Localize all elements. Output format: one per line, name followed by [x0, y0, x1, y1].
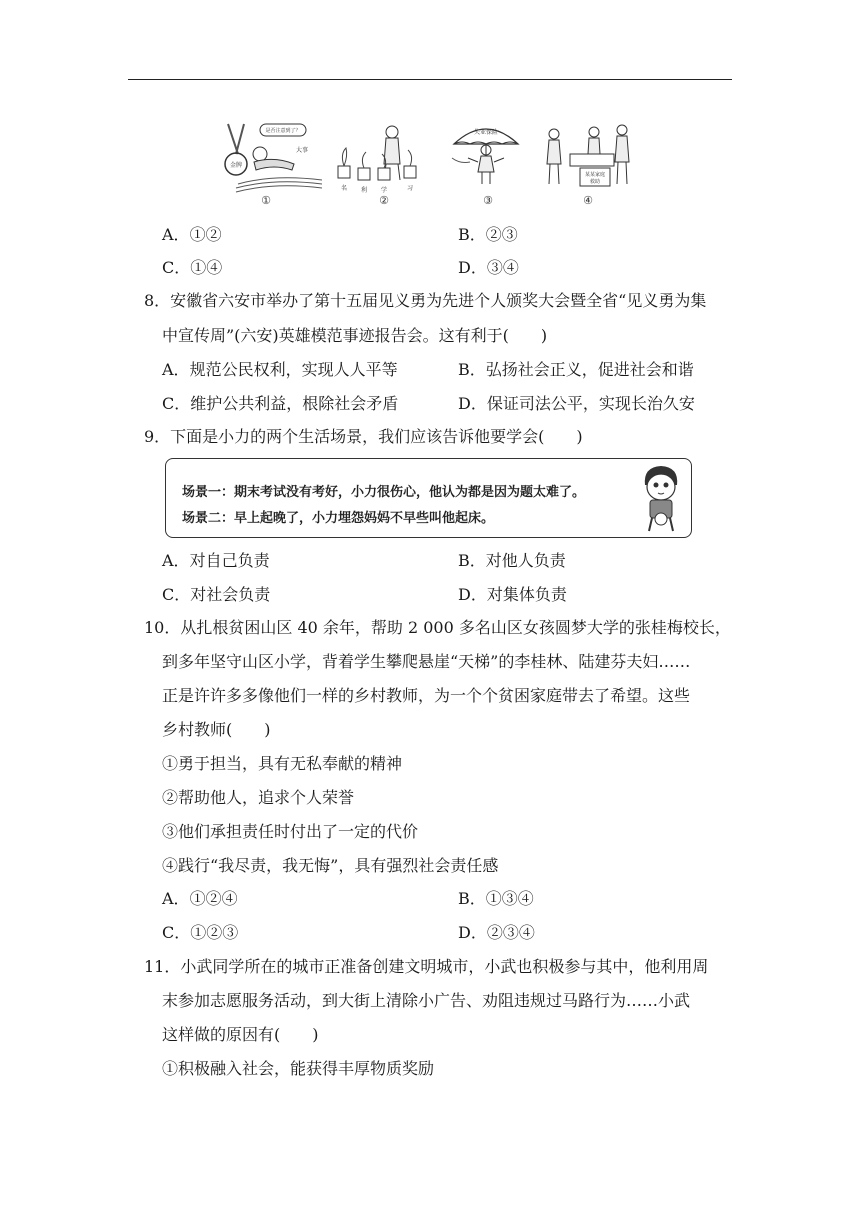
option-text: 对自己负责 [189, 551, 270, 570]
option-letter: A． [162, 889, 190, 908]
option-text: 维护公共利益，根除社会矛盾 [190, 394, 399, 413]
gardener-plants-drawing [334, 118, 434, 198]
option-text: ①②③ [190, 923, 239, 942]
q7-option-b[interactable] [458, 224, 518, 246]
fig1-side-text: 大事 [296, 147, 309, 154]
option-letter: D． [458, 923, 487, 942]
q8-option-a[interactable] [162, 359, 398, 381]
option-text: 保证司法公平，实现长治久安 [486, 394, 695, 413]
family-aid-counter-drawing [542, 118, 642, 198]
q9-option-d[interactable] [458, 584, 567, 606]
option-letter: B． [458, 225, 486, 244]
question-7-figures [214, 118, 654, 210]
speech-bubble-text: 是否注意到了？ [265, 128, 301, 134]
umbrella-insurance-drawing [448, 118, 538, 198]
q10-statement-1: ①勇于担当，具有无私奉献的精神 [162, 754, 403, 773]
figure-3-label: ③ [483, 194, 493, 207]
option-letter: A． [162, 225, 190, 244]
pot-label-4: 习 [406, 185, 414, 192]
q11-stem-line-3: 这样做的原因有( ) [162, 1025, 319, 1044]
option-text: ②③④ [486, 923, 535, 942]
option-text: ①④ [190, 258, 223, 277]
counter-sign-line-2: 救助 [589, 179, 601, 185]
q9-stem: 9．下面是小力的两个生活场景，我们应该告诉他要学会( ) [144, 427, 583, 446]
figure-3-umbrella-illustration [448, 118, 540, 210]
figure-1-label: ① [261, 194, 271, 207]
pot-label-3: 学 [380, 187, 388, 194]
pot-label-1: 名 [340, 185, 348, 192]
q10-option-c[interactable] [162, 922, 238, 944]
option-text: ②③ [485, 225, 518, 244]
option-text: ①② [189, 225, 222, 244]
q10-stem-line-2: 到多年坚守山区小学，背着学生攀爬悬崖“天梯”的李桂林、陆建芬夫妇…… [162, 652, 691, 671]
figure-2-label: ② [379, 194, 389, 207]
option-letter: A． [162, 551, 190, 570]
q8-stem-line-2: 中宣传周”(六安)英雄模范事迹报告会。这有利于( ) [162, 326, 548, 345]
q8-option-c[interactable] [162, 393, 398, 415]
figure-1-medal-illustration [214, 118, 309, 210]
q9-scene-box [165, 458, 692, 538]
option-letter: B． [458, 889, 486, 908]
q10-option-a[interactable] [162, 888, 238, 910]
option-letter: D． [458, 258, 487, 277]
q9-option-a[interactable] [162, 550, 270, 572]
boy-cartoon-icon [637, 463, 685, 533]
q7-option-d[interactable] [458, 257, 519, 279]
option-letter: C． [162, 923, 191, 942]
q11-statement-1: ①积极融入社会，能获得丰厚物质奖励 [162, 1059, 435, 1078]
medal-person-drawing [214, 118, 324, 198]
figure-2-plants-illustration [334, 118, 426, 210]
q11-stem-line-2: 末参加志愿服务活动，到大街上清除小广告、劝阻违规过马路行为……小武 [162, 991, 691, 1010]
option-text: 对集体负责 [486, 585, 567, 604]
option-letter: C． [162, 585, 191, 604]
option-text: 对他人负责 [485, 551, 566, 570]
q10-option-b[interactable] [458, 888, 534, 910]
counter-sign-line-1: 某某家庭 [584, 172, 606, 178]
q11-stem-line-1: 11．小武同学所在的城市正准备创建文明城市，小武也积极参与其中，他利用周 [144, 957, 709, 976]
scene-1-text: 场景一：期末考试没有考好，小力很伤心，他认为都是因为题太难了。 [182, 485, 586, 500]
scene-2-text: 场景二：早上起晚了，小力埋怨妈妈不早些叫他起床。 [182, 511, 495, 526]
q10-statement-3: ③他们承担责任时付出了一定的代价 [162, 822, 419, 841]
q9-option-c[interactable] [162, 584, 270, 606]
umbrella-text: 失业保险 [473, 129, 499, 136]
option-letter: D． [458, 585, 487, 604]
q10-stem-line-3: 正是许许多多像他们一样的乡村教师，为一个个贫困家庭带去了希望。这些 [162, 686, 691, 705]
option-text: 弘扬社会正义，促进社会和谐 [485, 360, 694, 379]
option-text: ③④ [486, 258, 519, 277]
option-letter: D． [458, 394, 487, 413]
figure-4-counter-illustration [542, 118, 634, 210]
q10-statement-4: ④践行“我尽责，我无悔”，具有强烈社会责任感 [162, 856, 499, 875]
q8-stem-line-1: 8．安徽省六安市举办了第十五届见义勇为先进个人颁奖大会暨全省“见义勇为集 [144, 291, 707, 310]
option-letter: B． [458, 551, 486, 570]
option-text: 规范公民权利，实现人人平等 [189, 360, 398, 379]
q7-option-a[interactable] [162, 224, 222, 246]
q7-option-c[interactable] [162, 257, 222, 279]
option-text: ①③④ [485, 889, 534, 908]
q10-option-d[interactable] [458, 922, 535, 944]
q8-option-b[interactable] [458, 359, 694, 381]
header-rule [128, 79, 732, 80]
figure-4-label: ④ [583, 194, 593, 207]
q10-stem-line-1: 10．从扎根贫困山区 40 余年，帮助 2 000 多名山区女孩圆梦大学的张桂梅校长， [144, 618, 731, 637]
option-letter: A． [162, 360, 190, 379]
option-letter: B． [458, 360, 486, 379]
q9-option-b[interactable] [458, 550, 566, 572]
option-text: ①②④ [189, 889, 238, 908]
pot-label-2: 利 [360, 187, 368, 194]
q10-statement-2: ②帮助他人，追求个人荣誉 [162, 788, 355, 807]
q10-stem-line-4: 乡村教师( ) [162, 720, 271, 739]
option-letter: C． [162, 258, 191, 277]
option-text: 对社会负责 [190, 585, 271, 604]
q8-option-d[interactable] [458, 393, 695, 415]
option-letter: C． [162, 394, 191, 413]
medal-text: 金牌 [229, 162, 243, 169]
